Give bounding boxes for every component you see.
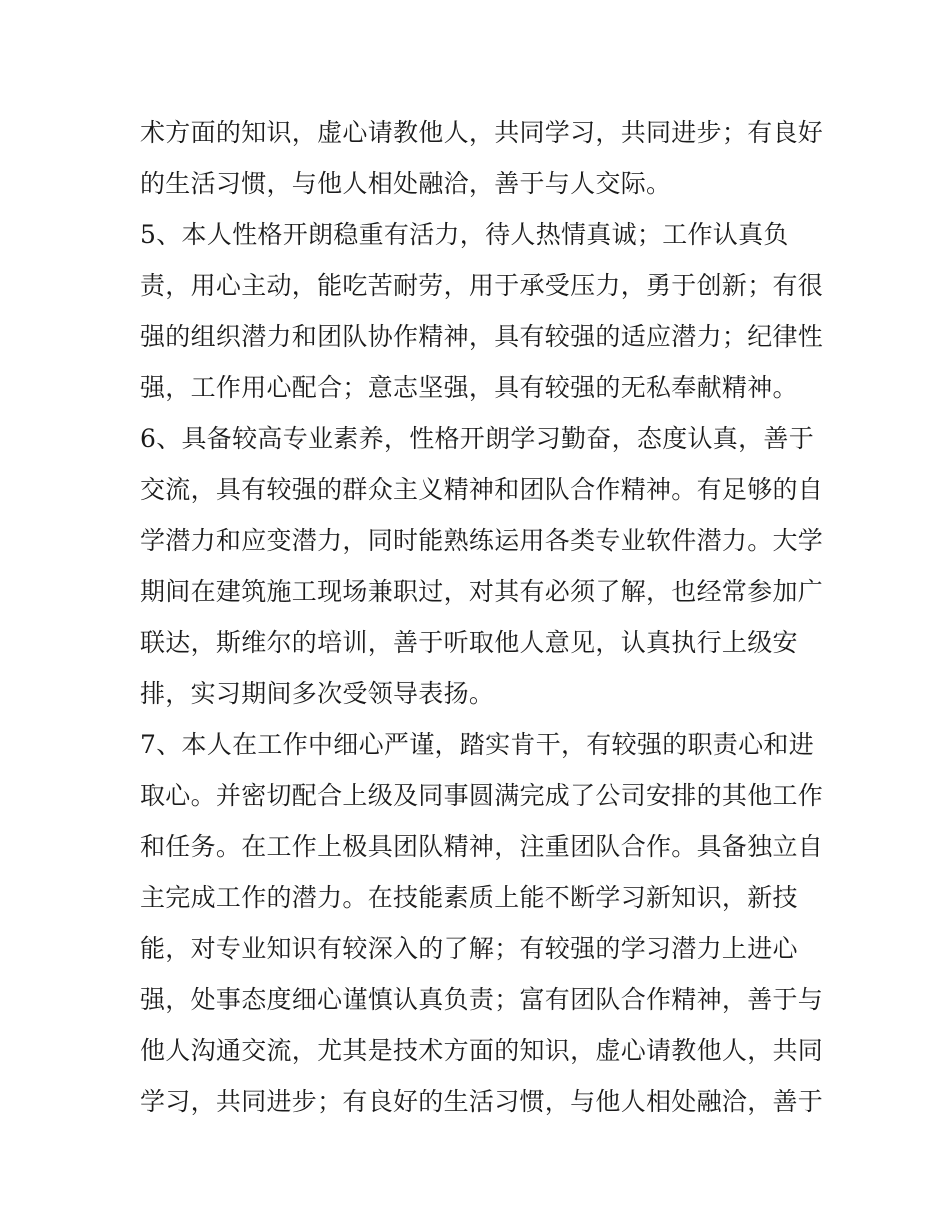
text-line: 学潜力和应变潜力，同时能熟练运用各类专业软件潜力。大学 xyxy=(140,526,824,555)
text-line: 主完成工作的潜力。在技能素质上能不断学习新知识，新技 xyxy=(140,883,798,912)
text-line: 能，对专业知识有较深入的了解；有较强的学习潜力上进心 xyxy=(140,934,798,963)
text-line: 6、具备较高专业素养，性格开朗学习勤奋，态度认真，善于 xyxy=(140,424,815,453)
body-text xyxy=(140,107,824,1127)
text-line: 期间在建筑施工现场兼职过，对其有必须了解，也经常参加广 xyxy=(140,577,824,606)
text-line: 学习，共同进步；有良好的生活习惯，与他人相处融洽，善于 xyxy=(140,1087,824,1116)
text-line: 和任务。在工作上极具团队精神，注重团队合作。具备独立自 xyxy=(140,832,824,861)
text-line: 强，工作用心配合；意志坚强，具有较强的无私奉献精神。 xyxy=(140,373,798,402)
text-line: 5、本人性格开朗稳重有活力，待人热情真诚；工作认真负 xyxy=(140,220,789,249)
text-line: 他人沟通交流，尤其是技术方面的知识，虚心请教他人，共同 xyxy=(140,1036,824,1065)
text-line: 取心。并密切配合上级及同事圆满完成了公司安排的其他工作 xyxy=(140,781,824,810)
text-line: 强，处事态度细心谨慎认真负责；富有团队合作精神，善于与 xyxy=(140,985,824,1014)
text-line: 的生活习惯，与他人相处融洽，善于与人交际。 xyxy=(140,169,672,198)
text-line: 责，用心主动，能吃苦耐劳，用于承受压力，勇于创新；有很 xyxy=(140,271,824,300)
text-line: 术方面的知识，虚心请教他人，共同学习，共同进步；有良好 xyxy=(140,118,824,147)
text-line: 强的组织潜力和团队协作精神，具有较强的适应潜力；纪律性 xyxy=(140,322,824,351)
text-line: 交流，具有较强的群众主义精神和团队合作精神。有足够的自 xyxy=(140,475,824,504)
text-line: 7、本人在工作中细心严谨，踏实肯干，有较强的职责心和进 xyxy=(140,730,815,759)
text-line: 排，实习期间多次受领导表扬。 xyxy=(140,679,495,708)
text-line: 联达，斯维尔的培训，善于听取他人意见，认真执行上级安 xyxy=(140,628,798,657)
